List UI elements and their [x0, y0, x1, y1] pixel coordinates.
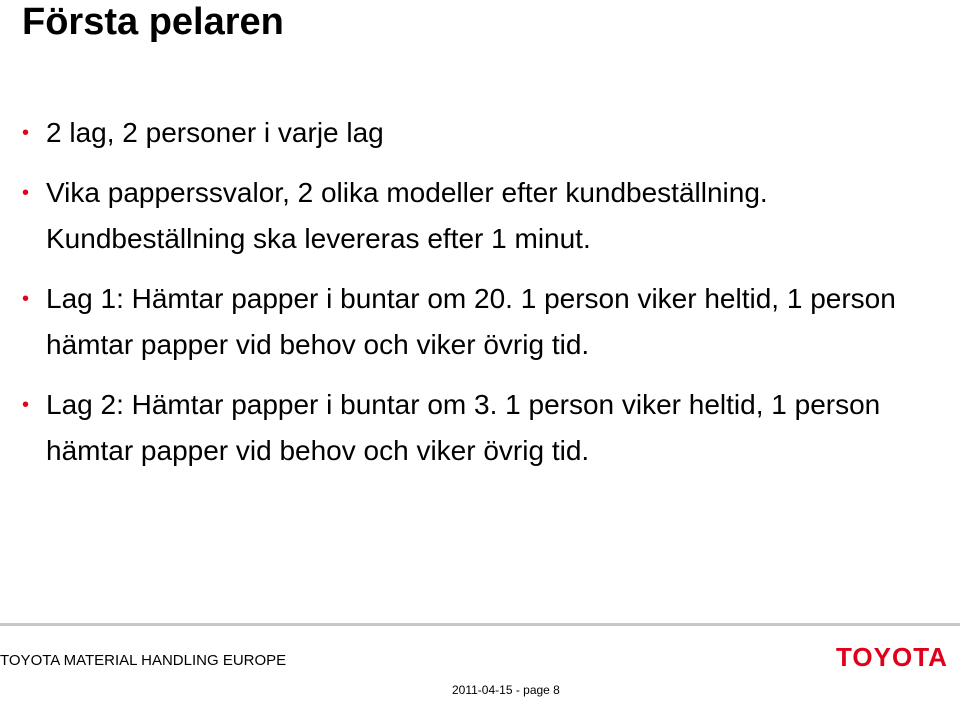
bullet-item: [22, 276, 942, 368]
bullet-icon: •: [22, 122, 30, 144]
bullet-icon: •: [22, 394, 30, 416]
bullet-text: Lag 2: Hämtar papper i buntar om 3. 1 person viker heltid, 1 person hämtar papper vid behov och viker övrig tid.: [46, 389, 881, 466]
slide-title: Första pelaren: [22, 1, 284, 43]
bullet-text: Vika papperssvalor, 2 olika modeller efter kundbeställning. Kundbeställning ska levereras efter 1 minut.: [46, 177, 768, 254]
bullet-item: [22, 110, 942, 156]
bullet-icon: •: [22, 182, 30, 204]
bullet-text: Lag 1: Hämtar papper i buntar om 20. 1 person viker heltid, 1 person hämtar papper vid behov och viker övrig tid.: [46, 283, 896, 360]
bullet-list: [22, 110, 942, 474]
company-name: TOYOTA MATERIAL HANDLING EUROPE: [0, 652, 287, 669]
bullet-item: [22, 382, 942, 474]
bullet-icon: •: [22, 288, 30, 310]
bullet-text: 2 lag, 2 personer i varje lag: [46, 117, 384, 148]
footer-divider: [0, 623, 960, 626]
bullet-item: [22, 170, 942, 262]
toyota-logo: TOYOTA: [836, 642, 948, 672]
date-page-number: 2011-04-15 - page 8: [452, 683, 560, 697]
